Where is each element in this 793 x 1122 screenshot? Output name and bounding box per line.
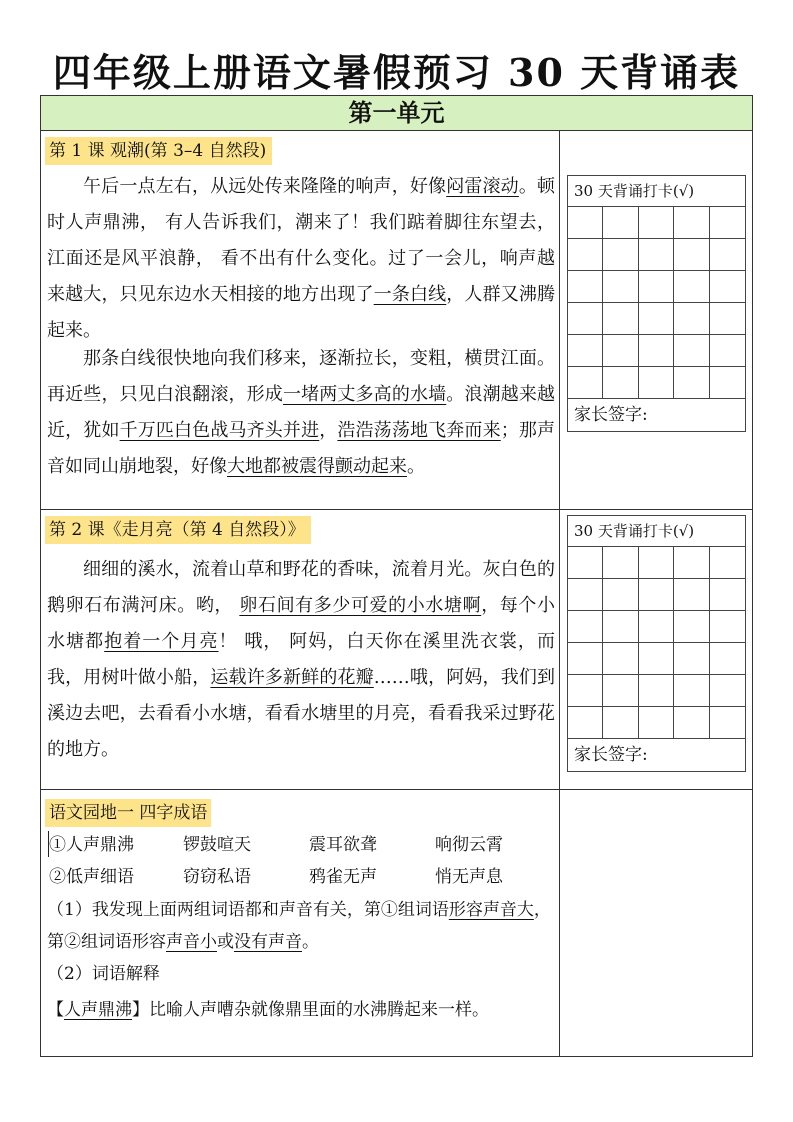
- checkin-cell[interactable]: [568, 367, 603, 399]
- checkin-cell[interactable]: [710, 707, 745, 739]
- checkin-cell[interactable]: [674, 707, 709, 739]
- underlined-phrase: 一堵两丈多高的水墙: [282, 384, 447, 405]
- checkin-cell[interactable]: [639, 611, 674, 643]
- checkin-cell[interactable]: [603, 335, 638, 367]
- checkin-cell[interactable]: [603, 239, 638, 271]
- checkin-cell[interactable]: [568, 579, 603, 611]
- checkin-cell[interactable]: [674, 675, 709, 707]
- checkin-cell[interactable]: [710, 207, 745, 239]
- underlined-phrase: 运载许多新鲜的花瓣: [210, 667, 374, 688]
- text-run: （1）我发现上面两组词语都和声音有关，第①组词语: [47, 900, 449, 920]
- text-run: 】比喻人声嘈杂就像鼎里面的水沸腾起来一样。: [132, 1000, 489, 1020]
- unit-header: 第一单元: [41, 96, 752, 131]
- idioms-note-3: [47, 994, 555, 1026]
- checkin-grid[interactable]: [568, 207, 745, 399]
- parent-signature-field[interactable]: 家长签字:: [574, 745, 648, 765]
- row-divider: [41, 789, 752, 790]
- parent-signature-field[interactable]: 家长签字:: [574, 405, 648, 425]
- text-run: 。顿时人声鼎沸， 有人告诉我们，潮来了！我们踮着脚往东望去，江面还是风平浪静， 看不出有什么变化。过了一会儿，响声越来越大，只见东边水天相接的地方出现了: [47, 176, 556, 305]
- checkin-cell[interactable]: [710, 643, 745, 675]
- checkin-cell[interactable]: [603, 579, 638, 611]
- checkin-cell[interactable]: [674, 207, 709, 239]
- checkin-cell[interactable]: [639, 643, 674, 675]
- idiom: 悄无声息: [435, 867, 503, 887]
- checkin-cell[interactable]: [639, 207, 674, 239]
- checkin-cell[interactable]: [603, 611, 638, 643]
- checkin-cell[interactable]: [568, 239, 603, 271]
- idiom: ②低声细语: [49, 867, 134, 887]
- checkin-cell[interactable]: [603, 367, 638, 399]
- checkin-cell[interactable]: [710, 675, 745, 707]
- underlined-phrase: 没有声音: [234, 932, 302, 952]
- idiom: ①人声鼎沸: [49, 835, 134, 855]
- checkin-cell[interactable]: [674, 643, 709, 675]
- checkin-cell[interactable]: [603, 303, 638, 335]
- checkin-cell[interactable]: [710, 335, 745, 367]
- checkin-title: 30 天背诵打卡(√): [568, 516, 745, 547]
- text-run: ，: [319, 420, 338, 441]
- lesson-1-heading: 第 1 课 观潮(第 3–4 自然段): [45, 137, 272, 165]
- idiom: 响彻云霄: [435, 835, 503, 855]
- text-run: 。浪潮越来越近，犹如: [47, 384, 556, 441]
- row-divider: [41, 509, 752, 510]
- checkin-cell[interactable]: [568, 547, 603, 579]
- text-run: ，人群又沸腾起来。: [47, 284, 556, 341]
- checkin-cell[interactable]: [674, 611, 709, 643]
- checkin-cell[interactable]: [568, 707, 603, 739]
- underlined-phrase: 形容声音大: [448, 900, 534, 920]
- checkin-cell[interactable]: [603, 207, 638, 239]
- lesson-2-heading: 第 2 课《走月亮（第 4 自然段）》: [45, 516, 311, 544]
- checkin-cell[interactable]: [710, 579, 745, 611]
- checkin-cell[interactable]: [710, 611, 745, 643]
- checkin-cell[interactable]: [568, 303, 603, 335]
- checkin-cell[interactable]: [639, 239, 674, 271]
- underlined-phrase: 大地都被震得颤动起来: [227, 456, 407, 477]
- idioms-heading: 语文园地一 四字成语: [45, 799, 211, 827]
- checkin-cell[interactable]: [710, 271, 745, 303]
- underlined-phrase: 抱着一个月亮: [104, 631, 219, 652]
- text-run: 细细的溪水，流着山草和野花的香味，流着月光。灰白色的鹅卵石布满河床。哟，: [47, 559, 555, 616]
- text-run: 午后一点左右，从远处传来隆隆的响声，好像: [83, 176, 447, 197]
- underlined-phrase: 千万匹白色战马齐头并进: [119, 420, 320, 441]
- idiom: 锣鼓喧天: [183, 835, 251, 855]
- idioms-note-2: （2）词语解释: [47, 964, 160, 984]
- text-run: ！ 哦， 阿妈，白天你在溪里洗衣裳，而我，用树叶做小船，: [47, 631, 555, 688]
- checkin-cell[interactable]: [603, 643, 638, 675]
- checkin-cell[interactable]: [674, 303, 709, 335]
- underlined-phrase: 一条白线: [373, 284, 447, 305]
- lesson-2-paragraph: [47, 552, 555, 768]
- text-run: ，每个小水塘都: [47, 595, 556, 652]
- lesson-1-paragraph-2: [47, 341, 555, 485]
- text-run: 。: [407, 456, 425, 477]
- checkin-cell[interactable]: [603, 675, 638, 707]
- checkin-cell[interactable]: [710, 547, 745, 579]
- checkin-cell[interactable]: [674, 579, 709, 611]
- checkin-cell[interactable]: [639, 579, 674, 611]
- checkin-cell[interactable]: [674, 335, 709, 367]
- underlined-phrase: 闷雷滚动: [446, 176, 519, 197]
- checkin-cell[interactable]: [568, 643, 603, 675]
- lesson-1-paragraph-1: [47, 169, 555, 349]
- checkin-cell[interactable]: [568, 271, 603, 303]
- checkin-cell[interactable]: [603, 271, 638, 303]
- checkin-cell[interactable]: [603, 707, 638, 739]
- text-run: ，第②组词语形容: [47, 900, 551, 952]
- checkin-cell[interactable]: [568, 675, 603, 707]
- checkin-box-lesson-2: [567, 515, 746, 772]
- checkin-grid[interactable]: [568, 547, 745, 739]
- checkin-cell[interactable]: [674, 239, 709, 271]
- page-title: 四年级上册语文暑假预习 30 天背诵表: [52, 50, 741, 95]
- idiom-row-2: [49, 862, 555, 892]
- text-run: ；那声音如同山崩地裂，好像: [47, 420, 556, 477]
- text-run: 或: [217, 932, 234, 952]
- checkin-cell[interactable]: [674, 271, 709, 303]
- underlined-phrase: 人声鼎沸: [64, 1000, 132, 1020]
- checkin-cell[interactable]: [674, 547, 709, 579]
- idioms-note-1: [47, 894, 555, 958]
- idiom-row-1: [49, 830, 555, 860]
- text-run: ……哦，阿妈，我们到溪边去吧，去看看小水塘，看看水塘里的月亮，看看我采过野花的地方。: [47, 667, 556, 760]
- checkin-cell[interactable]: [639, 675, 674, 707]
- checkin-cell[interactable]: [710, 303, 745, 335]
- checkin-cell[interactable]: [639, 271, 674, 303]
- checkin-cell[interactable]: [710, 367, 745, 399]
- checkin-cell[interactable]: [603, 547, 638, 579]
- underlined-phrase: 声音小: [166, 932, 217, 952]
- underlined-phrase: 浩浩荡荡地飞奔而来: [337, 420, 501, 441]
- checkin-cell[interactable]: [639, 547, 674, 579]
- checkin-cell[interactable]: [639, 335, 674, 367]
- checkin-box-lesson-1: [567, 175, 746, 432]
- checkin-cell[interactable]: [639, 303, 674, 335]
- idiom: 鸦雀无声: [309, 867, 377, 887]
- recitation-table: [40, 95, 753, 1057]
- underlined-phrase: 卵石间有多少可爱的小水塘啊: [239, 595, 482, 616]
- text-run: 【: [47, 1000, 64, 1020]
- column-divider: [559, 130, 560, 1056]
- checkin-cell[interactable]: [639, 707, 674, 739]
- checkin-cell[interactable]: [568, 611, 603, 643]
- idiom: 震耳欲聋: [309, 835, 377, 855]
- checkin-cell[interactable]: [639, 367, 674, 399]
- idiom: 窃窃私语: [183, 867, 251, 887]
- checkin-cell[interactable]: [568, 335, 603, 367]
- checkin-cell[interactable]: [568, 207, 603, 239]
- text-run: 那条白线很快地向我们移来，逐渐拉长，变粗，横贯江面。再近些，只见白浪翻滚，形成: [47, 348, 555, 405]
- text-run: 。: [302, 932, 319, 952]
- checkin-cell[interactable]: [710, 239, 745, 271]
- checkin-cell[interactable]: [674, 367, 709, 399]
- checkin-title: 30 天背诵打卡(√): [568, 176, 745, 207]
